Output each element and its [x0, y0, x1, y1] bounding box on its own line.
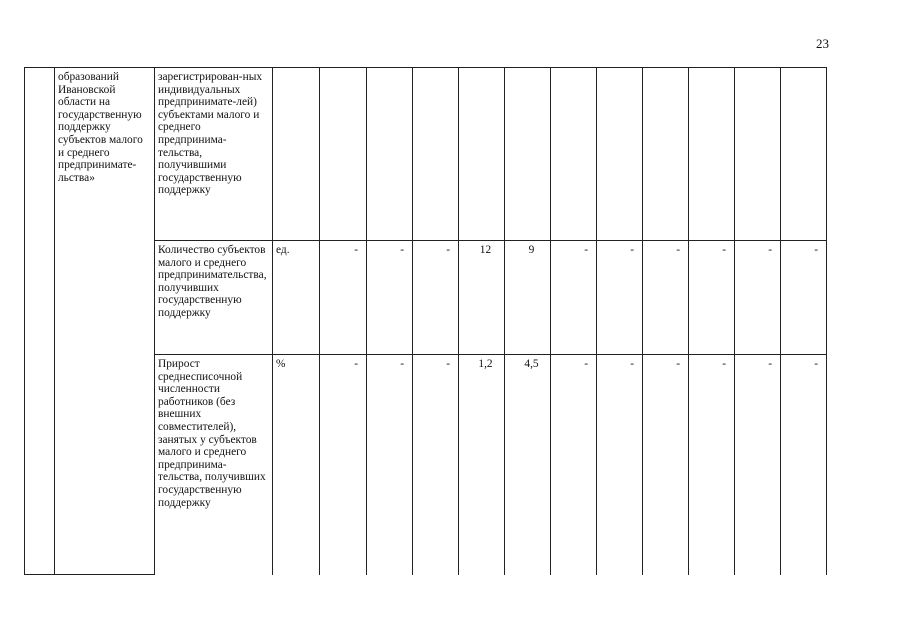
value-cell: [643, 68, 689, 241]
value-cell: [597, 355, 643, 575]
indicator-cell: [155, 241, 273, 355]
value-cell: [781, 355, 827, 575]
value-cell: [781, 241, 827, 355]
value-text: -: [400, 244, 404, 256]
value-text: -: [400, 358, 404, 370]
indicator-text: Количество субъектов малого и среднего предпринимательства, получивших государственную поддержку: [158, 244, 267, 319]
value-cell: [413, 355, 459, 575]
value-text: -: [768, 358, 772, 370]
value-cell: [781, 68, 827, 241]
unit-text: %: [276, 358, 286, 370]
value-cell: [320, 241, 367, 355]
value-cell: [643, 241, 689, 355]
value-text: -: [814, 244, 818, 256]
value-text: -: [722, 358, 726, 370]
value-text: -: [630, 244, 634, 256]
value-cell: [689, 355, 735, 575]
number-cell: [25, 68, 55, 575]
value-cell: [597, 68, 643, 241]
value-cell: [643, 355, 689, 575]
value-text: -: [722, 244, 726, 256]
value-cell: [367, 68, 413, 241]
value-cell: [413, 241, 459, 355]
indicator-text: Прирост среднесписочной численности работников (без внешних совместителей), занятых у субъектов малого и среднего предпринима-тельства, получивших государственную поддержку: [158, 358, 266, 509]
table-row-continuation: [25, 68, 827, 241]
indicator-cell: [155, 355, 273, 575]
value-cell: [735, 241, 781, 355]
value-cell: [320, 68, 367, 241]
value-text: -: [446, 244, 450, 256]
unit-cell: [273, 241, 320, 355]
value-cell: [551, 68, 597, 241]
value-text: 1,2: [478, 358, 493, 370]
unit-cell: [273, 355, 320, 575]
value-cell: [459, 355, 505, 575]
value-text: 9: [528, 244, 535, 256]
value-text: -: [446, 358, 450, 370]
value-text: -: [630, 358, 634, 370]
value-text: 12: [479, 244, 492, 256]
program-name-text: образований Ивановской области на государственную поддержку субъектов малого и среднего предпринимате-льства»: [58, 71, 143, 184]
value-cell: [459, 241, 505, 355]
value-cell: [735, 68, 781, 241]
indicator-cell: [155, 68, 273, 241]
value-cell: [413, 68, 459, 241]
page-number: 23: [816, 36, 829, 51]
value-cell: [505, 68, 551, 241]
value-cell: [320, 355, 367, 575]
value-text: -: [676, 244, 680, 256]
value-text: 4,5: [524, 358, 539, 370]
value-cell: [367, 355, 413, 575]
value-cell: [551, 355, 597, 575]
program-name-cell: [55, 68, 155, 575]
value-text: -: [814, 358, 818, 370]
indicator-text: зарегистрирован-ных индивидуальных предпринимате-лей) субъектами малого и среднего предпринима-тельства, получившими государственную поддержку: [158, 71, 263, 197]
unit-text: ед.: [276, 244, 290, 256]
value-text: -: [584, 358, 588, 370]
value-cell: [689, 68, 735, 241]
value-cell: [459, 68, 505, 241]
value-text: -: [354, 358, 358, 370]
value-cell: [689, 241, 735, 355]
value-text: -: [768, 244, 772, 256]
program-table: [24, 67, 827, 575]
unit-cell: [273, 68, 320, 241]
value-cell: [597, 241, 643, 355]
value-text: -: [354, 244, 358, 256]
value-cell: [735, 355, 781, 575]
value-cell: [551, 241, 597, 355]
value-text: -: [584, 244, 588, 256]
value-text: -: [676, 358, 680, 370]
value-cell: [505, 241, 551, 355]
value-cell: [367, 241, 413, 355]
value-cell: [505, 355, 551, 575]
